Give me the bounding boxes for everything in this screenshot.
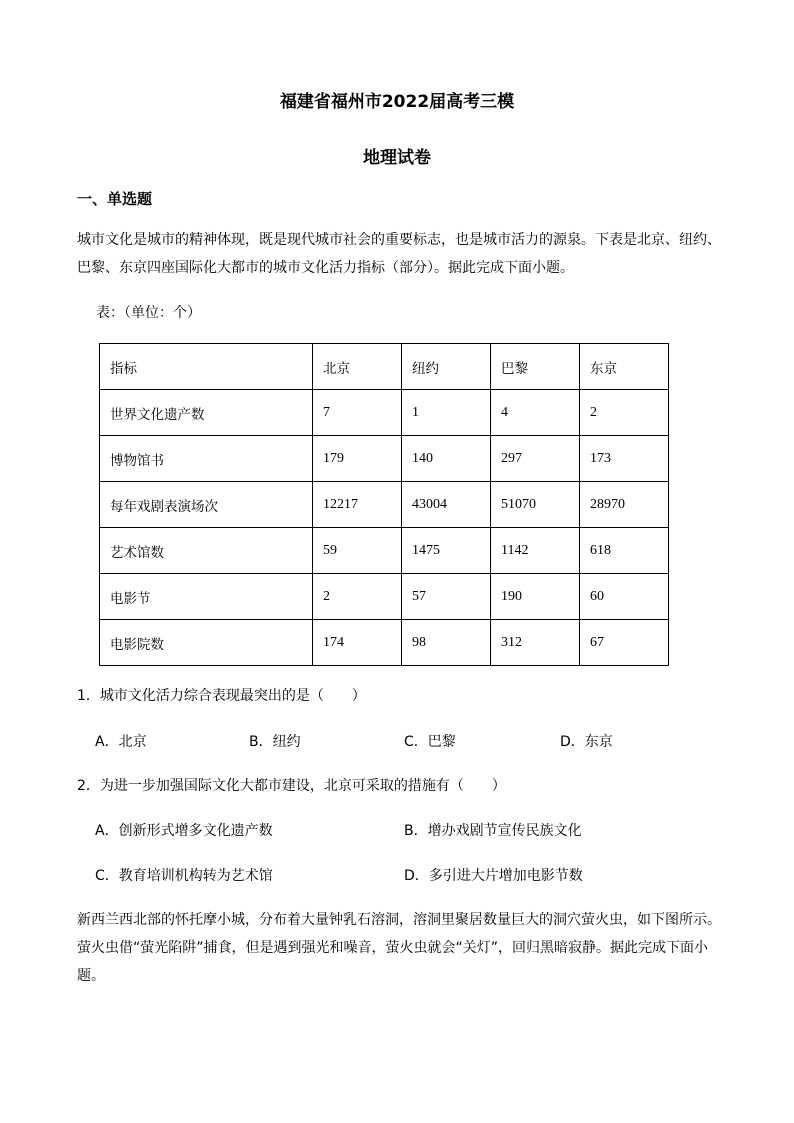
table-row (100, 390, 669, 436)
table-cell: 博物馆书 (100, 436, 313, 482)
table-cell: 67 (580, 620, 669, 666)
question-number: 2． (77, 778, 100, 794)
table-row (100, 528, 669, 574)
table-cell: 190 (491, 574, 580, 620)
question-2 (77, 775, 506, 795)
question-text: 城市文化活力综合表现最突出的是（ ） (99, 688, 366, 704)
table-row (100, 574, 669, 620)
table-cell: 57 (402, 574, 491, 620)
option-2a: A．创新形式增多文化遗产数 (95, 823, 273, 839)
table-cell: 12217 (313, 482, 402, 528)
table-cell: 174 (313, 620, 402, 666)
table-row (100, 620, 669, 666)
question-text: 为进一步加强国际文化大都市建设，北京可采取的措施有（ ） (99, 778, 506, 794)
option-1a: A．北京 (95, 734, 147, 750)
table-cell: 179 (313, 436, 402, 482)
table-cell: 每年戏剧表演场次 (100, 482, 313, 528)
table-cell: 世界文化遗产数 (100, 390, 313, 436)
table-cell: 60 (580, 574, 669, 620)
table-cell: 98 (402, 620, 491, 666)
document-subtitle: 地理试卷 (363, 148, 431, 168)
table-header-cell: 东京 (580, 344, 669, 390)
table-cell: 140 (402, 436, 491, 482)
table-cell: 297 (491, 436, 580, 482)
table-cell: 1 (402, 390, 491, 436)
second-paragraph: 新西兰西北部的怀托摩小城，分布着大量钟乳石溶洞，溶洞里聚居数量巨大的洞穴萤火虫，如下图所示。萤火虫借“萤光陷阱”捕食，但是遇到强光和噪音，萤火虫就会“关灯”，回归黑暗寂静。据此完成下面小题。 (77, 912, 721, 984)
table-cell: 312 (491, 620, 580, 666)
table-cell: 4 (491, 390, 580, 436)
option-2c: C．教育培训机构转为艺术馆 (95, 868, 273, 884)
table-cell: 618 (580, 528, 669, 574)
question-number: 1． (77, 688, 100, 704)
table-cell: 电影节 (100, 574, 313, 620)
option-1b: B．纽约 (249, 734, 301, 750)
table-cell: 电影院数 (100, 620, 313, 666)
table-row (100, 482, 669, 528)
table-header-cell: 巴黎 (491, 344, 580, 390)
table-cell: 51070 (491, 482, 580, 528)
table-caption: 表：（单位：个） (96, 305, 201, 321)
table-header-cell: 指标 (100, 344, 313, 390)
table-cell: 艺术馆数 (100, 528, 313, 574)
table-cell: 2 (313, 574, 402, 620)
intro-paragraph: 城市文化是城市的精神体现，既是现代城市社会的重要标志，也是城市活力的源泉。下表是北京、纽约、巴黎、东京四座国际化大都市的城市文化活力指标（部分）。据此完成下面小题。 (77, 232, 721, 276)
data-table (99, 343, 669, 666)
table-cell: 43004 (402, 482, 491, 528)
table-cell: 173 (580, 436, 669, 482)
table-row (100, 436, 669, 482)
section-heading: 一、单选题 (77, 190, 153, 208)
table-cell: 2 (580, 390, 669, 436)
option-1d: D．东京 (560, 734, 613, 750)
table-cell: 7 (313, 390, 402, 436)
question-1 (77, 685, 366, 705)
table-cell: 28970 (580, 482, 669, 528)
option-1c: C．巴黎 (404, 734, 456, 750)
option-2b: B．增办戏剧节宣传民族文化 (404, 823, 582, 839)
option-2d: D．多引进大片增加电影节数 (404, 868, 583, 884)
table-cell: 59 (313, 528, 402, 574)
table-cell: 1475 (402, 528, 491, 574)
table-header-cell: 北京 (313, 344, 402, 390)
document-title: 福建省福州市2022届高考三模 (279, 92, 515, 112)
table-cell: 1142 (491, 528, 580, 574)
table-header-row (100, 344, 669, 390)
table-header-cell: 纽约 (402, 344, 491, 390)
